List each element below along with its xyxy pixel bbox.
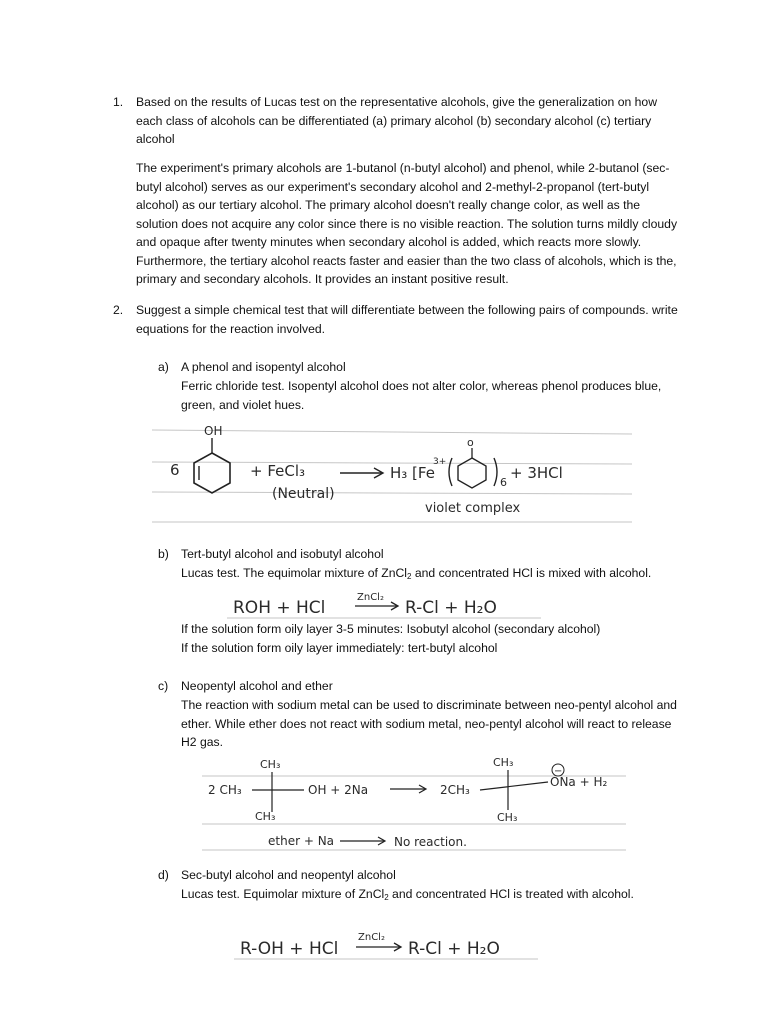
a-title: A phenol and isopentyl alcohol bbox=[181, 360, 346, 374]
no-reaction: No reaction. bbox=[394, 835, 467, 849]
d-eq-left: R-OH + HCl bbox=[240, 939, 339, 959]
b-text: Lucas test. The equimolar mixture of ZnCl$_2$ and concentrated HCl is mixed with alcohol. bbox=[181, 566, 652, 581]
phenol-structure bbox=[194, 438, 230, 493]
right-bottom-ch3: CH₃ bbox=[497, 811, 518, 824]
q2-question: Suggest a simple chemical test that will differentiate between the following pairs of compounds. write equations for the reaction involved. bbox=[136, 303, 678, 336]
hcl-product: + 3HCl bbox=[510, 464, 563, 482]
iron-charge: 3+ bbox=[433, 457, 447, 467]
ether-na: ether + Na bbox=[268, 834, 335, 848]
negative-charge: − bbox=[554, 766, 563, 777]
right-end: ONa + H₂ bbox=[550, 775, 608, 789]
d-text: Lucas test. Equimolar mixture of ZnCl$_2$ and concentrated HCl is treated with alcohol. bbox=[181, 887, 634, 902]
b-letter: b) bbox=[158, 547, 169, 561]
d-eq-right: R-Cl + H₂O bbox=[408, 939, 500, 959]
q1-question: Based on the results of Lucas test on the representative alcohols, give the generalization on how each class of alcohols can be differentiated (a) primary alcohol (b) secondary alcohol (c) tertiary alcohol bbox=[136, 95, 658, 146]
fecl3-reagent: + FeCl₃ bbox=[250, 462, 306, 480]
sodium-metal-equation bbox=[200, 752, 630, 854]
b-eq-catalyst: ZnCl₂ bbox=[357, 592, 384, 603]
lucas-equation-d bbox=[232, 928, 542, 964]
ferric-chloride-equation bbox=[150, 420, 635, 525]
q2-number: 2. bbox=[113, 303, 124, 317]
right-start: 2CH₃ bbox=[440, 783, 470, 797]
left-bottom-ch3: CH₃ bbox=[255, 810, 276, 823]
d-letter: d) bbox=[158, 868, 169, 882]
complex-formula: H₃ [Fe bbox=[390, 464, 435, 482]
violet-complex-label: violet complex bbox=[425, 501, 521, 516]
q1-answer: The experiment's primary alcohols are 1-butanol (n-butyl alcohol) and phenol, while 2-butanol (sec-butyl alcohol) serves as our experiment's secondary alcohol and 2-methyl-2-propanol (tert-butyl alcohol) as our tertiary alcohol. The primary alcohol doesn't really change color, as well as the solution does not acquire any color since there is no visible reaction. The solution turns mildly cloudy and opaque after twenty minutes when secondary alcohol is added, which reacts more slowly. Furthermore, the tertiary alcohol reacts faster and easier than the two class of alcohols, which is the, primary and secondary alcohols. It provides an instant positive result. bbox=[136, 161, 678, 286]
phenoxide-oxygen: o bbox=[467, 436, 474, 449]
d-eq-catalyst: ZnCl₂ bbox=[358, 932, 385, 943]
left-top-ch3: CH₃ bbox=[260, 758, 281, 771]
d-title: Sec-butyl alcohol and neopentyl alcohol bbox=[181, 868, 396, 882]
left-end: OH + 2Na bbox=[308, 783, 369, 797]
ligand-count: 6 bbox=[500, 476, 507, 489]
b-eq-left: ROH + HCl bbox=[233, 598, 326, 618]
left-start: 2 CH₃ bbox=[208, 783, 242, 797]
phenoxide-ring bbox=[449, 448, 497, 488]
lucas-equation-b bbox=[225, 586, 545, 622]
oh-label: OH bbox=[204, 424, 223, 438]
b-title: Tert-butyl alcohol and isobutyl alcohol bbox=[181, 547, 384, 561]
a-letter: a) bbox=[158, 360, 169, 374]
a-text: Ferric chloride test. Isopentyl alcohol does not alter color, whereas phenol produces blue, green, and violet hues. bbox=[181, 379, 662, 412]
right-top-ch3: CH₃ bbox=[493, 756, 514, 769]
coefficient: 6 bbox=[170, 461, 180, 479]
c-title: Neopentyl alcohol and ether bbox=[181, 679, 333, 693]
c-letter: c) bbox=[158, 679, 169, 693]
c-text: The reaction with sodium metal can be used to discriminate between neo-pentyl alcohol and ether. While ether does not react with sodium metal, neo-pentyl alcohol will react to release H2 gas. bbox=[181, 698, 677, 749]
b-line1: If the solution form oily layer 3-5 minutes: Isobutyl alcohol (secondary alcohol) bbox=[181, 622, 601, 636]
b-eq-right: R-Cl + H₂O bbox=[405, 598, 497, 618]
neutral-label: (Neutral) bbox=[272, 486, 335, 502]
reaction-arrow bbox=[340, 468, 383, 478]
q1-number: 1. bbox=[113, 95, 124, 109]
b-line2: If the solution form oily layer immediately: tert-butyl alcohol bbox=[181, 641, 498, 655]
